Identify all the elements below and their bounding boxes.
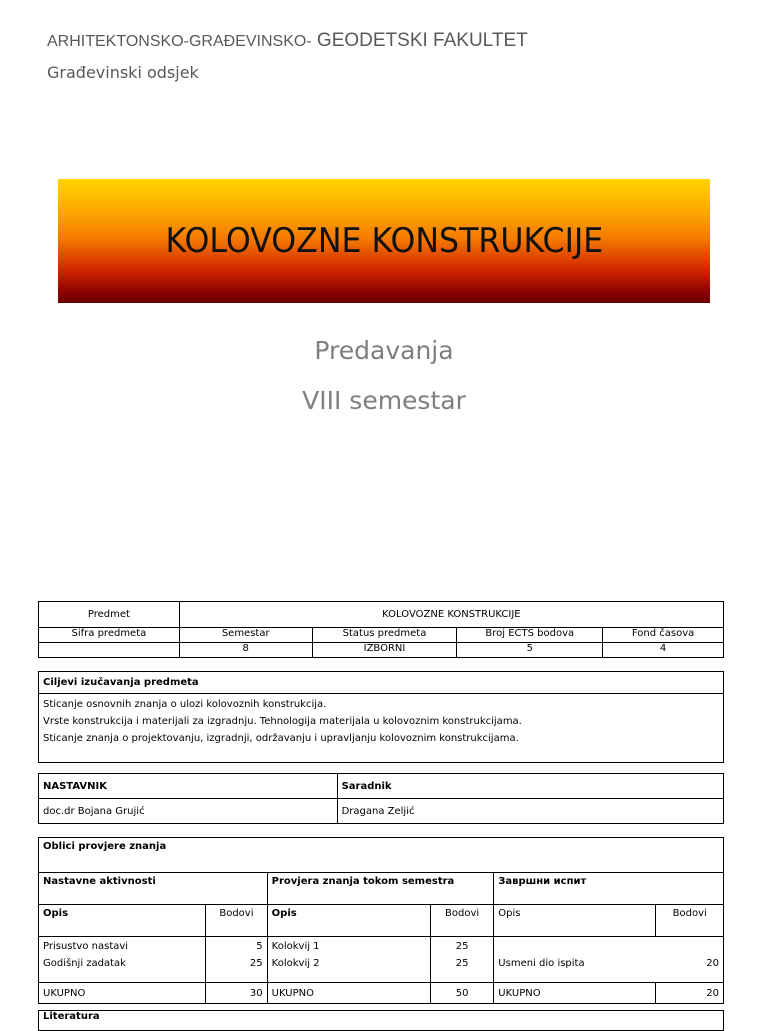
col-opis: Opis — [494, 905, 656, 937]
assessment-title: Oblici provjere znanja — [39, 838, 724, 873]
faculty-name — [47, 30, 528, 52]
total-points: 50 — [430, 983, 493, 1004]
subtitle-semester: VIII semestar — [302, 386, 466, 415]
header-ects: Broj ECTS bodova — [457, 628, 603, 643]
activity-name: Prisustvo nastavi — [43, 941, 129, 952]
total-points: 20 — [656, 983, 724, 1004]
activity-points: 25 — [249, 958, 263, 969]
staff-table — [38, 773, 724, 824]
group-activities: Nastavne aktivnosti — [39, 873, 268, 905]
title-banner — [58, 179, 710, 303]
col-bodovi: Bodovi — [430, 905, 493, 937]
value-fond: 4 — [603, 643, 724, 658]
predmet-label: Predmet — [39, 602, 180, 628]
assessment-table — [38, 837, 724, 1004]
col-opis: Opis — [267, 905, 430, 937]
value-semestar: 8 — [179, 643, 312, 658]
header-fond: Fond časova — [603, 628, 724, 643]
check-points: 25 — [455, 958, 469, 969]
teacher-name: doc.dr Bojana Grujić — [39, 799, 338, 824]
department-name: Građevinski odsjek — [47, 63, 199, 82]
value-ects: 5 — [457, 643, 603, 658]
value-status: IZBORNI — [312, 643, 457, 658]
assistant-label: Saradnik — [337, 774, 723, 799]
goals-title: Ciljevi izučavanja predmeta — [39, 672, 724, 694]
exam-name: Usmeni dio ispita — [498, 958, 585, 969]
activity-points: 5 — [256, 941, 263, 952]
goal-item: Sticanje osnovnih znanja o ulozi kolovoznih konstrukcija. — [43, 699, 327, 710]
total-label: UKUPNO — [494, 983, 656, 1004]
course-title: KOLOVOZNE KONSTRUKCIJE — [165, 221, 603, 261]
total-label: UKUPNO — [39, 983, 206, 1004]
teacher-label: NASTAVNIK — [39, 774, 338, 799]
value-sifra — [39, 643, 180, 658]
col-bodovi: Bodovi — [206, 905, 267, 937]
goal-item: Vrste konstrukcija i materijali za izgradnju. Tehnologija materijala u kolovoznim konstrukcijama. — [43, 716, 522, 727]
subtitle-lectures: Predavanja — [314, 336, 454, 365]
exam-name — [498, 941, 652, 952]
check-name: Kolokvij 2 — [271, 958, 320, 969]
total-points: 30 — [206, 983, 267, 1004]
col-opis: Opis — [39, 905, 206, 937]
col-bodovi: Bodovi — [656, 905, 724, 937]
goal-item: Sticanje znanja o projektovanju, izgradnji, održavanju i upravljanju kolovoznim konstrukcijama. — [43, 733, 519, 744]
header-status: Status predmeta — [312, 628, 457, 643]
faculty-name-part1: ARHITEKTONSKO-GRAĐEVINSKO- — [47, 33, 312, 50]
faculty-name-part2: GEODETSKI FAKULTET — [311, 30, 528, 51]
course-info-table — [38, 601, 724, 658]
literature-table — [38, 1010, 724, 1031]
exam-points: 20 — [706, 958, 719, 969]
header-semestar: Semestar — [179, 628, 312, 643]
predmet-value: KOLOVOZNE KONSTRUKCIJE — [179, 602, 723, 628]
group-semester-check: Provjera znanja tokom semestra — [267, 873, 494, 905]
check-name: Kolokvij 1 — [271, 941, 320, 952]
group-final-exam: Завршни испит — [494, 873, 724, 905]
total-label: UKUPNO — [267, 983, 430, 1004]
check-points: 25 — [455, 941, 469, 952]
activity-name: Godišnji zadatak — [43, 958, 126, 969]
goals-table — [38, 671, 724, 763]
literature-title: Literatura — [39, 1011, 724, 1031]
header-sifra: Šifra predmeta — [39, 628, 180, 643]
exam-points — [660, 941, 719, 952]
assistant-name: Dragana Zeljić — [337, 799, 723, 824]
